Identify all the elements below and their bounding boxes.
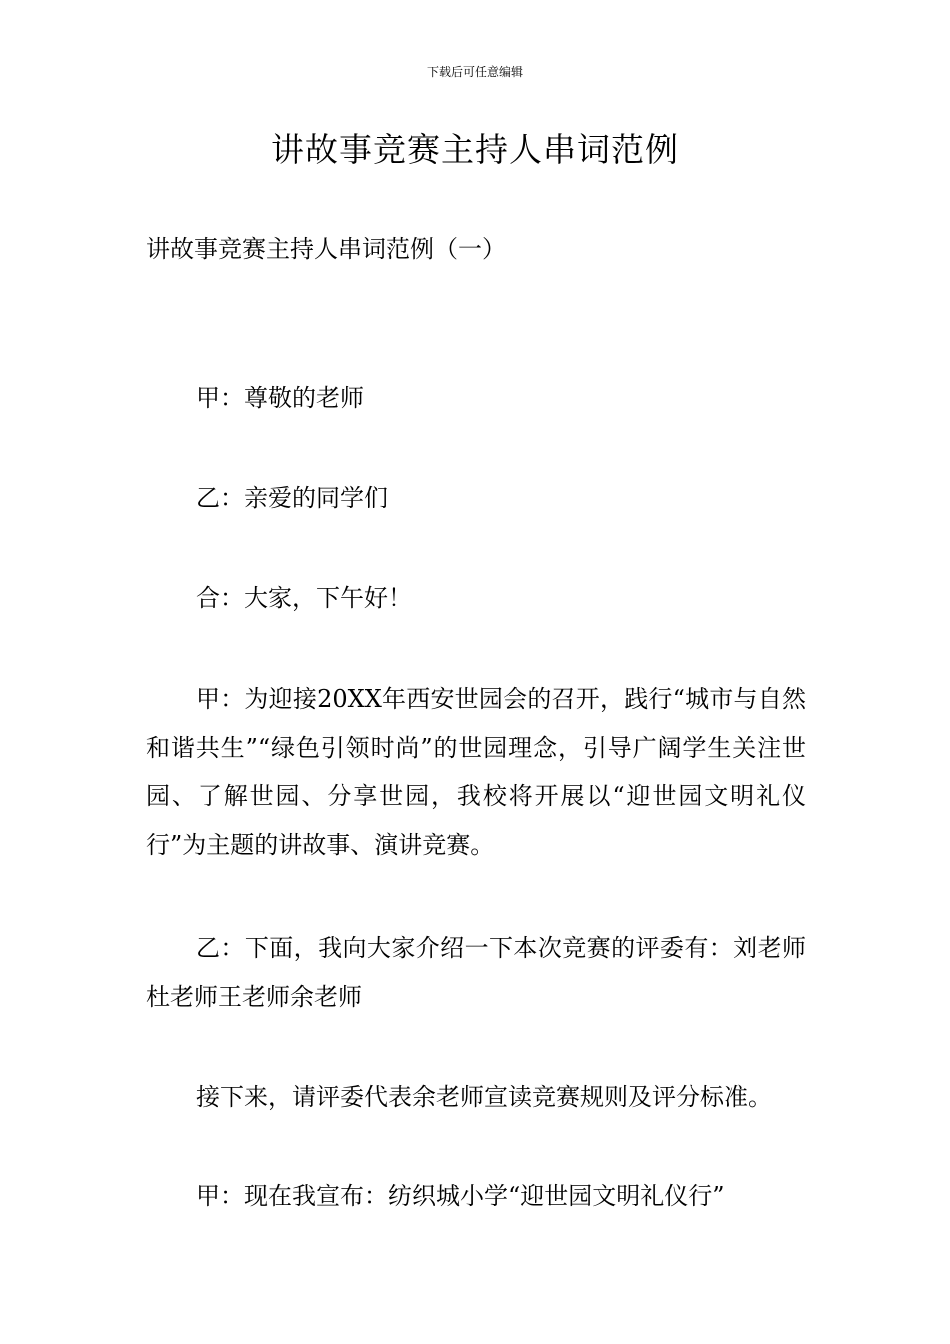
- paragraph-judges-intro: 乙：下面，我向大家介绍一下本次竞赛的评委有：刘老师杜老师王老师余老师: [146, 934, 806, 1011]
- paragraph-greeting-students: 乙：亲爱的同学们: [196, 484, 388, 512]
- paragraph-expo-intro: 甲：为迎接20XX年西安世园会的召开，践行“城市与自然和谐共生”“绿色引领时尚”的世园理念，引导广阔学生关注世园、了解世园、分享世园，我校将开展以“迎世园文明礼仪行”为主题的讲故事、演讲竞赛。: [146, 685, 806, 859]
- paragraph-greeting-teachers: 甲：尊敬的老师: [196, 384, 364, 412]
- download-note: 下载后可任意编辑: [426, 65, 523, 79]
- paragraph-rules-reading: 接下来，请评委代表余老师宣读竞赛规则及评分标准。: [196, 1083, 772, 1111]
- document-subtitle: 讲故事竞赛主持人串词范例（一）: [146, 235, 506, 263]
- paragraph-announcement: 甲：现在我宣布：纺织城小学“迎世园文明礼仪行”: [196, 1182, 725, 1210]
- document-title: 讲故事竞赛主持人串词范例: [271, 130, 679, 169]
- paragraph-greeting-all: 合：大家，下午好！: [196, 584, 412, 612]
